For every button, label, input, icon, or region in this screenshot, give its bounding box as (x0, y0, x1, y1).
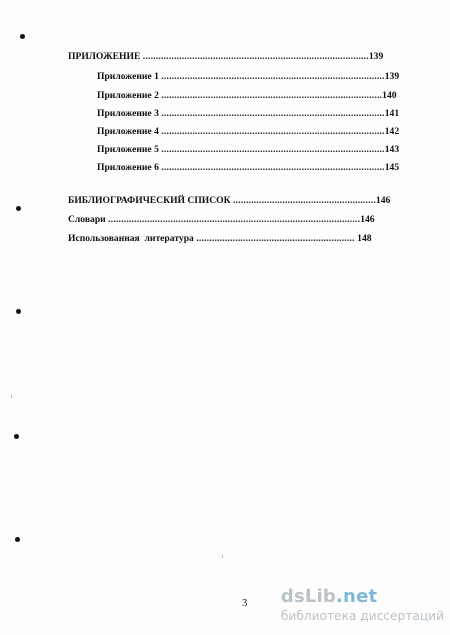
toc-entry-label: Приложение 4 (97, 126, 159, 137)
punch-hole-4 (14, 434, 19, 439)
toc-entry-label: Использованная литература (68, 233, 194, 244)
toc-entry-label: Приложение 5 (97, 144, 159, 155)
punch-hole-2 (16, 206, 21, 211)
toc-page-number: 140 (382, 90, 397, 101)
toc-entry-appendix[interactable] (68, 51, 383, 63)
scan-speck (11, 395, 12, 398)
toc-entry-appendix-1[interactable] (97, 71, 399, 83)
toc-leader-dots: ..................................................................................... (161, 90, 383, 101)
toc-entry-appendix-4[interactable] (97, 126, 399, 138)
toc-page-number: 145 (384, 162, 400, 173)
toc-entry-appendix-3[interactable] (97, 108, 399, 120)
toc-leader-dots: ....................................................... (233, 195, 376, 206)
toc-page-number: 139 (384, 71, 400, 82)
toc-entry-bibliography[interactable] (68, 195, 390, 207)
toc-entry-label: БИБЛИОГРАФИЧЕСКИЙ СПИСОК (68, 195, 231, 206)
toc-leader-dots: ...................................................................................... (161, 126, 385, 137)
toc-entry-label: Приложение 2 (97, 90, 159, 101)
dslib-logo-main: dsLib (280, 586, 337, 607)
dslib-subtitle: библиотека диссертаций (280, 609, 444, 623)
toc-entry-appendix-2[interactable] (97, 90, 397, 102)
scan-speck (222, 555, 223, 558)
toc-leader-dots: ...................................................................................... (161, 71, 385, 82)
toc-entry-label: Приложение 3 (97, 108, 159, 119)
toc-leader-dots: ...................................................................................... (161, 108, 385, 119)
toc-entry-label: ПРИЛОЖЕНИЕ (68, 51, 141, 62)
punch-hole-5 (15, 537, 20, 542)
toc-leader-dots: ....................................................................................... (142, 51, 369, 62)
toc-entry-label: Словари (68, 214, 106, 225)
toc-entry-dictionaries[interactable] (68, 214, 375, 226)
punch-hole-1 (20, 34, 25, 39)
punch-hole-3 (16, 309, 21, 314)
toc-page-number: 142 (384, 126, 400, 137)
toc-entry-literature[interactable] (68, 233, 372, 245)
toc-entry-appendix-5[interactable] (97, 144, 399, 156)
dslib-logo-suffix: .net (336, 586, 378, 607)
toc-entry-label: Приложение 6 (97, 162, 159, 173)
toc-page-number: 141 (384, 108, 400, 119)
toc-leader-dots: ...................................................................................... (161, 162, 385, 173)
dslib-logo (281, 587, 444, 607)
toc-page-number: 146 (360, 214, 375, 225)
toc-leader-dots: ................................................................................................. (108, 214, 361, 225)
page-number: 3 (242, 598, 248, 609)
toc-page-number: 139 (368, 51, 384, 62)
toc-page-number: 148 (357, 233, 372, 244)
toc-leader-dots: ............................................................. (196, 233, 355, 244)
dslib-watermark[interactable] (281, 587, 444, 624)
toc-page-number: 143 (384, 144, 400, 155)
toc-entry-label: Приложение 1 (97, 71, 159, 82)
toc-entry-appendix-6[interactable] (97, 162, 399, 174)
toc-page-number: 146 (375, 195, 391, 206)
toc-leader-dots: ...................................................................................... (161, 144, 385, 155)
